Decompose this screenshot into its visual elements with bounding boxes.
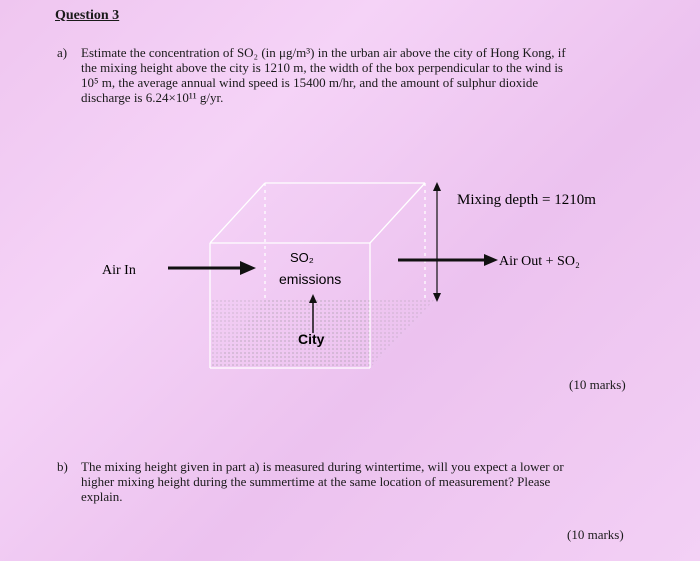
air-in-arrow [168,261,256,275]
question-title: Question 3 [55,8,120,23]
emissions-label: emissions [279,271,342,287]
part-a-line-4: discharge is 6.24×10¹¹ g/yr. [81,90,224,105]
mixing-depth-arrow [433,182,441,302]
part-a-label: a) [57,45,68,60]
city-label: City [298,331,325,347]
part-a-marks: (10 marks) [569,377,626,392]
air-in-label: Air In [102,263,136,278]
part-b-marks: (10 marks) [567,527,624,542]
part-a-line-2: the mixing height above the city is 1210 m, the width of the box perpendicular to the wind is [81,60,563,75]
air-out-arrow [398,254,498,266]
mixing-depth-label: Mixing depth = 1210m [457,192,596,208]
part-b-line-2: higher mixing height during the summertime at the same location of measurement? Please [81,474,551,489]
part-a-line-1: Estimate the concentration of SO₂ (in μg/m³) in the urban air above the city of Hong Kong, if [81,45,566,60]
part-b-line-1: The mixing height given in part a) is measured during wintertime, will you expect a lower or [81,459,564,474]
so2-label: SO₂ [290,250,314,265]
air-out-label: Air Out + SO₂ [499,254,580,269]
part-a-line-3: 10⁵ m, the average annual wind speed is 15400 m/hr, and the amount of sulphur dioxide [81,75,539,90]
part-b-line-3: explain. [81,489,123,504]
part-b-label: b) [57,459,68,474]
